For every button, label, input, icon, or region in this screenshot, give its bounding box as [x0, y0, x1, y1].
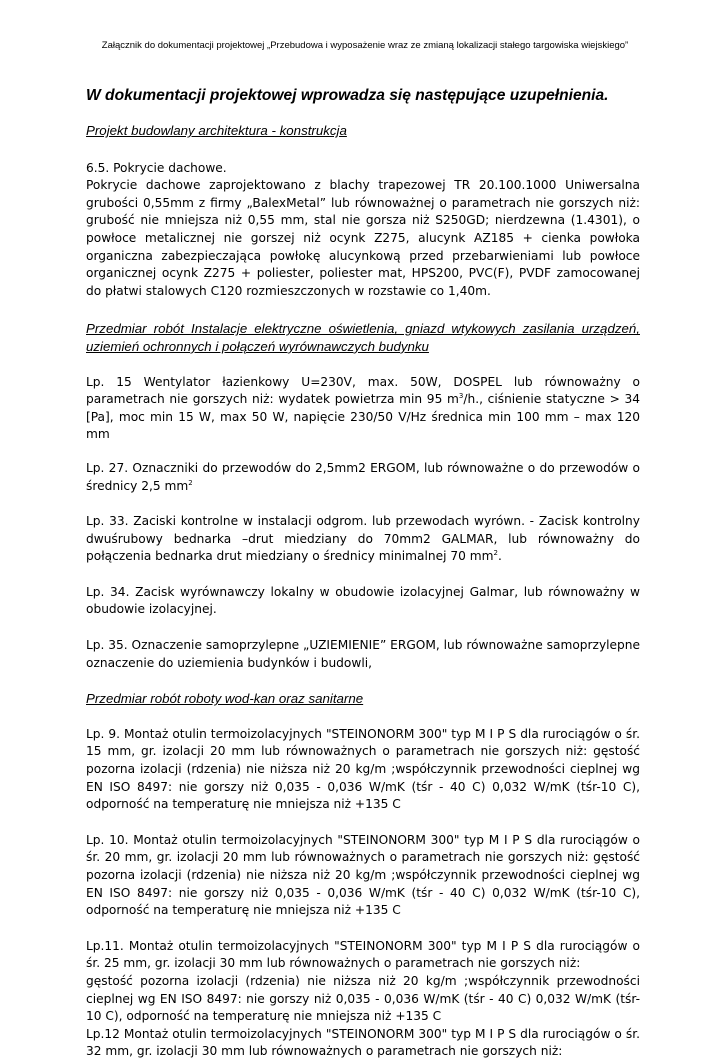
paragraph-lp15 [86, 374, 640, 444]
subsection-heading-pokrycie: 6.5. Pokrycie dachowe. [86, 160, 227, 175]
paragraph-lp33 [86, 513, 640, 566]
paragraph-lp27 [86, 460, 640, 495]
lp33-text-b: . [497, 549, 502, 564]
section-heading-architektura: Projekt budowlany architektura - konstrukcja [86, 123, 347, 138]
lp15-superscript: 3 [458, 392, 464, 401]
paragraph-lp11-b: gęstość pozorna izolacji (rdzenia) nie niższa niż 20 kg/m ;współczynnik przewodności cieplnej wg EN ISO 8497: nie gorszy niż 0,035 - 0,036 W/mK (tśr - 40 C) 0,032 W/mK (tśr-10 C), odporność na temperaturę nie mniejsza niż +135 C [86, 973, 640, 1024]
lp33-superscript: 2 [493, 549, 498, 558]
lp15-text-b: /h., ciśnienie statyczne > 34 [Pa], moc min 15 W, max 50 W, napięcie 230/50 V/Hz średnica min 100 mm – max 120 mm [86, 392, 640, 442]
lp15-text-a: Lp. 15 Wentylator łazienkowy U=230V, max. 50W, DOSPEL lub równoważny o parametrach nie gorszych niż: wydatek powietrza min 95 m [86, 374, 640, 407]
lp33-text-a: Lp. 33. Zaciski kontrolne w instalacji odgrom. lub przewodach wyrówn. - Zacisk kontrolny dwuśrubowy bednarka –drut miedziany do 70mm2 GALMAR, lub równoważny do połączenia bednarka drut miedziany o średnicy minimalnej 70 mm [86, 514, 640, 564]
section-heading-elektryczne: Przedmiar robót Instalacje elektryczne oświetlenia, gniazd wtykowych zasilania urządzeń, uziemień ochronnych i połączeń wyrównawczych budynku [86, 321, 640, 354]
section-heading-wodkan: Przedmiar robót roboty wod-kan oraz sanitarne [86, 691, 364, 707]
paragraph-lp10: Lp. 10. Montaż otulin termoizolacyjnych "STEINONORM 300" typ M I P S dla rurociągów o śr. 20 mm, gr. izolacji 20 mm lub równoważnych o parametrach nie gorszych niż: gęstość pozorna izolacji (rdzenia) nie niższa niż 20 kg/m ;współczynnik przewodności cieplnej wg EN ISO 8497: nie gorszy niż 0,035 - 0,036 W/mK (tśr - 40 C) 0,032 W/mK (tśr-10 C), odporność na temperaturę nie mniejsza niż +135 C [86, 832, 640, 918]
page-header: Załącznik do dokumentacji projektowej „Przebudowa i wyposażenie wraz ze zmianą lokalizacji stałego targowiska wiejskiego” [101, 40, 629, 51]
paragraph-lp12: Lp.12 Montaż otulin termoizolacyjnych "STEINONORM 300" typ M I P S dla rurociągów o śr. 32 mm, gr. izolacji 30 mm lub równoważnych o parametrach nie gorszych niż: [86, 1026, 640, 1059]
paragraph-lp34: Lp. 34. Zacisk wyrównawczy lokalny w obudowie izolacyjnej Galmar, lub równoważny w obudowie izolacyjnej. [86, 584, 640, 617]
paragraph-lp35: Lp. 35. Oznaczenie samoprzylepne „UZIEMIENIE” ERGOM, lub równoważne samoprzylepne oznaczenie do uziemienia budynków i budowli, [86, 638, 640, 670]
paragraph-pokrycie: Pokrycie dachowe zaprojektowano z blachy trapezowej TR 20.100.1000 Uniwersalna grubości 0,55mm z firmy „BalexMetal” lub równoważnej o parametrach nie gorszych niż: grubość nie mniejsza niż 0,55 mm, stal nie gorsza niż S250GD; nierdzewna (1.4301), o powłoce metalicznej nie gorszej niż ocynk Z275, alucynk AZ185 + cienka powłoka organiczna zabezpieczająca powłokę alucynkową przed przebarwieniami lub powłoce organicznej ocynk Z275 + poliester, poliester mat, HPS200, PVC(F), PVDF zamocowanej do płatwi stalowych C120 rozmieszczonych w rozstawie co 1,40m. [86, 178, 640, 298]
paragraph-lp11-a: Lp.11. Montaż otulin termoizolacyjnych "STEINONORM 300" typ M I P S dla rurociągów o śr. 25 mm, gr. izolacji 30 mm lub równoważnych o parametrach nie gorszych niż: [86, 938, 640, 971]
lp27-superscript: 2 [188, 478, 193, 487]
paragraph-lp9: Lp. 9. Montaż otulin termoizolacyjnych "STEINONORM 300" typ M I P S dla rurociągów o śr. 15 mm, gr. izolacji 20 mm lub równoważnych o parametrach nie gorszych niż: gęstość pozorna izolacji (rdzenia) nie niższa niż 20 kg/m ;współczynnik przewodności cieplnej wg EN ISO 8497: nie gorszy niż 0,035 - 0,036 W/mK (tśr - 40 C) 0,032 W/mK (tśr-10 C), odporność na temperaturę nie mniejsza niż +135 C [86, 726, 640, 812]
document-content [86, 86, 640, 1061]
document-title: W dokumentacji projektowej wprowadza się następujące uzupełnienia. [86, 87, 609, 104]
lp27-text: Lp. 27. Oznaczniki do przewodów do 2,5mm2 ERGOM, lub równoważne o do przewodów o średnicy 2,5 mm [86, 460, 640, 493]
